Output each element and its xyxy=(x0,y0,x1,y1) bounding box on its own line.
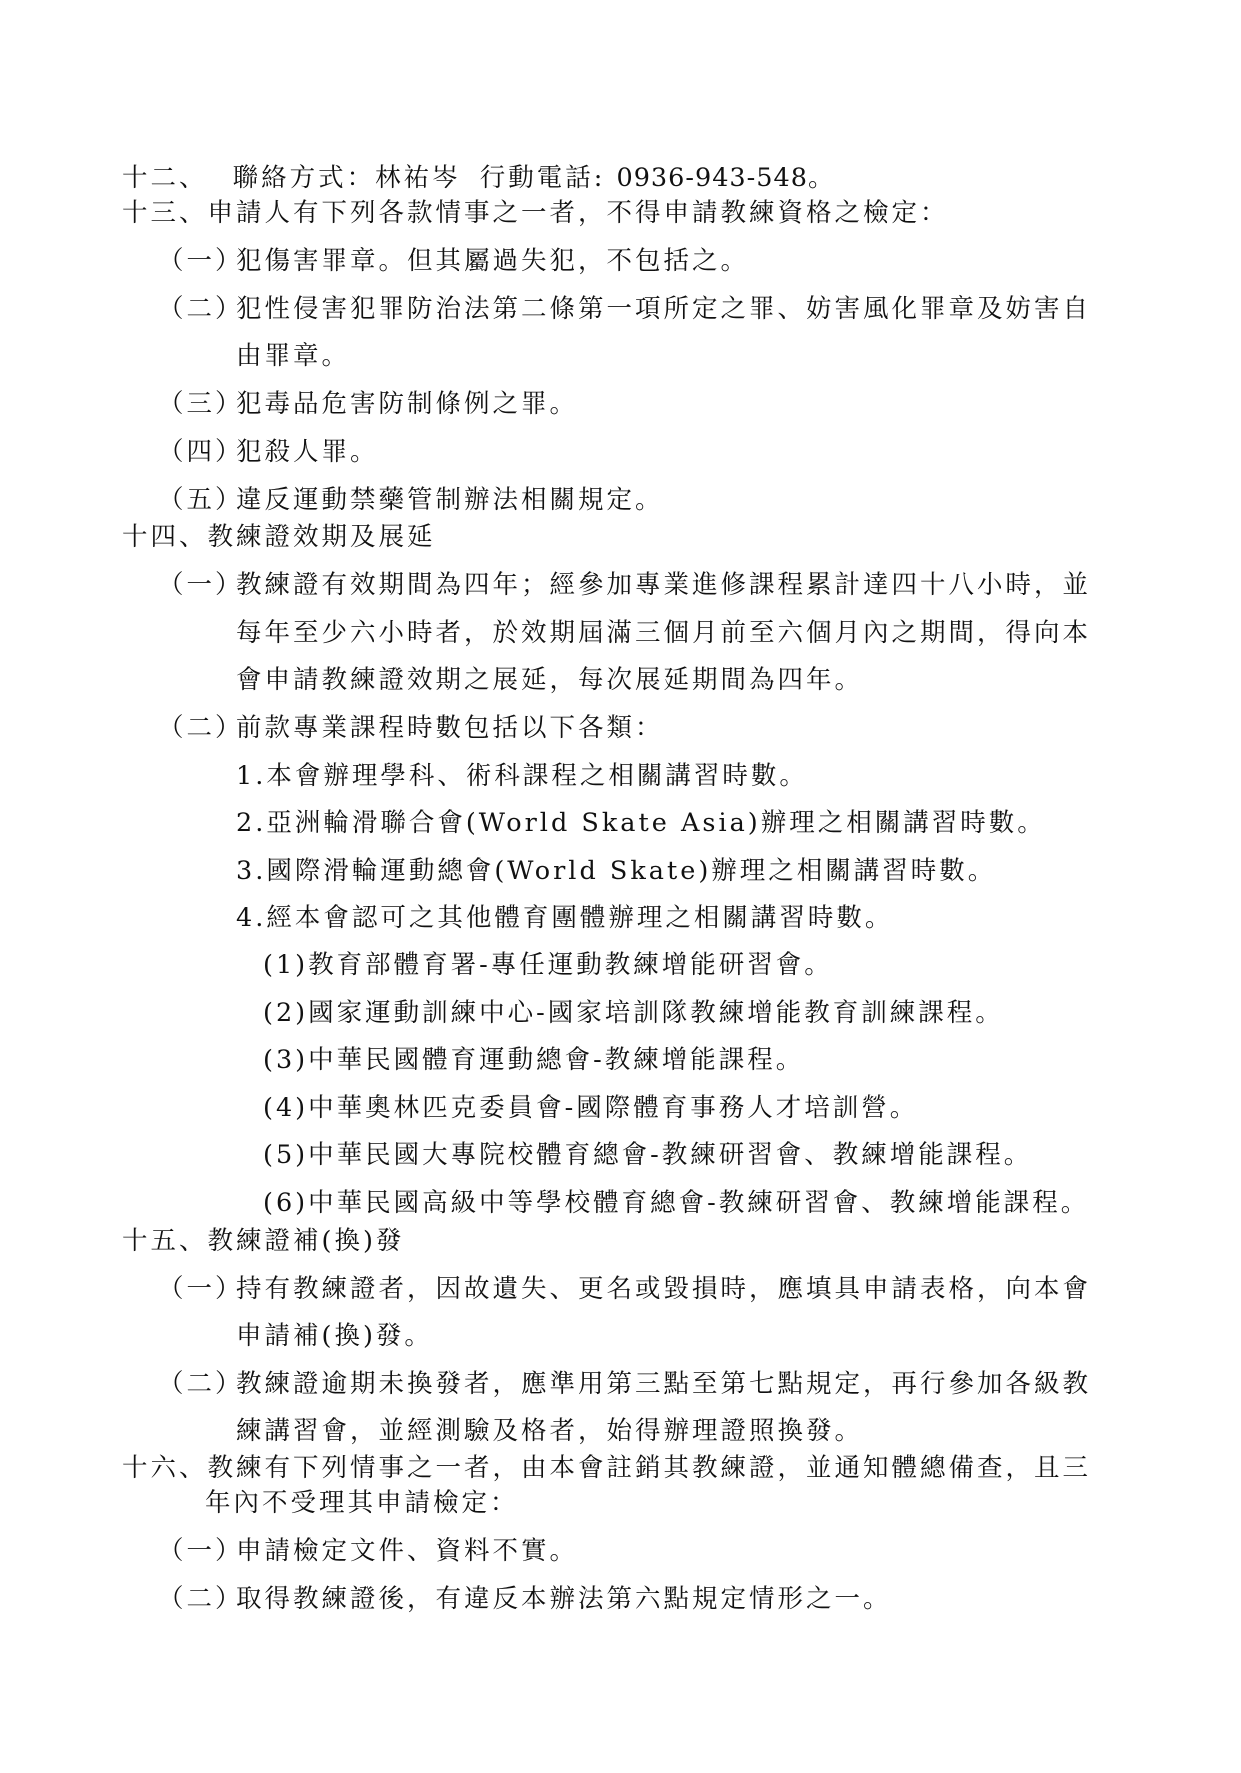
list-item-text: 犯性侵害犯罪防治法第二條第一項所定之罪、妨害風化罪章及妨害自 xyxy=(236,294,1092,324)
sub-sub-list-item: (2)國家運動訓練中心-國家培訓隊教練增能教育訓練課程。 xyxy=(263,998,1004,1028)
sub-sub-list-item: (3)中華民國體育運動總會-教練增能課程。 xyxy=(263,1045,805,1075)
list-marker: （二） xyxy=(158,1369,244,1399)
phone-value: 0936-943-548。 xyxy=(616,163,835,193)
list-item-text: 犯毒品危害防制條例之罪。 xyxy=(236,389,579,419)
list-marker: （一） xyxy=(158,246,244,276)
list-item-text: 申請補(換)發。 xyxy=(236,1321,433,1351)
sub-sub-list-item: (1)教育部體育署-專任運動教練增能研習會。 xyxy=(263,950,833,980)
list-item-text: 申請檢定文件、資料不實。 xyxy=(236,1536,579,1566)
list-marker: （二） xyxy=(158,713,244,743)
sub-list-item: 4.經本會認可之其他體育團體辦理之相關講習時數。 xyxy=(236,903,894,933)
section-16-heading-cont: 年內不受理其申請檢定： xyxy=(205,1488,519,1518)
section-14-heading: 十四、教練證效期及展延 xyxy=(122,522,436,552)
list-marker: （一） xyxy=(158,1536,244,1566)
list-item-text: 練講習會，並經測驗及格者，始得辦理證照換發。 xyxy=(236,1416,864,1446)
list-item-text: 犯傷害罪章。但其屬過失犯，不包括之。 xyxy=(236,246,750,276)
contact-name: 林祐岑 xyxy=(375,163,461,193)
list-item-text: 犯殺人罪。 xyxy=(236,437,379,467)
list-marker: （四） xyxy=(158,437,244,467)
list-item-text: 持有教練證者，因故遺失、更名或毀損時，應填具申請表格，向本會 xyxy=(236,1274,1092,1304)
list-marker: （二） xyxy=(158,294,244,324)
list-item-text: 前款專業課程時數包括以下各類： xyxy=(236,713,664,743)
list-item-text: 取得教練證後，有違反本辦法第六點規定情形之一。 xyxy=(236,1584,892,1614)
list-marker: （五） xyxy=(158,485,244,515)
list-item-text: 教練證有效期間為四年；經參加專業進修課程累計達四十八小時，並 xyxy=(236,570,1092,600)
list-marker: （一） xyxy=(158,1274,244,1304)
list-item-text: 會申請教練證效期之展延，每次展延期間為四年。 xyxy=(236,665,864,695)
list-item-text: 每年至少六小時者，於效期屆滿三個月前至六個月內之期間，得向本 xyxy=(236,618,1092,648)
list-item-text: 違反運動禁藥管制辦法相關規定。 xyxy=(236,485,664,515)
section-13-heading: 十三、申請人有下列各款情事之一者，不得申請教練資格之檢定： xyxy=(122,198,949,228)
phone-label: 行動電話: xyxy=(479,163,606,193)
section-12-contact xyxy=(122,162,834,194)
sub-sub-list-item: (6)中華民國高級中等學校體育總會-教練研習會、教練增能課程。 xyxy=(263,1188,1090,1218)
sub-list-item: 2.亞洲輪滑聯合會(World Skate Asia)辦理之相關講習時數。 xyxy=(236,808,1046,838)
list-marker: （一） xyxy=(158,570,244,600)
section-12-heading: 十二、 xyxy=(122,163,208,193)
sub-list-item: 1.本會辦理學科、術科課程之相關講習時數。 xyxy=(236,761,808,791)
sub-list-item: 3.國際滑輪運動總會(World Skate)辦理之相關講習時數。 xyxy=(236,856,997,886)
sub-sub-list-item: (4)中華奧林匹克委員會-國際體育事務人才培訓營。 xyxy=(263,1093,919,1123)
section-15-heading: 十五、教練證補(換)發 xyxy=(122,1226,405,1256)
list-marker: （二） xyxy=(158,1584,244,1614)
list-item-text: 由罪章。 xyxy=(236,341,351,371)
contact-label: 聯絡方式： xyxy=(232,163,376,193)
list-item-text: 教練證逾期未換發者，應準用第三點至第七點規定，再行參加各級教 xyxy=(236,1369,1092,1399)
list-marker: （三） xyxy=(158,389,244,419)
sub-sub-list-item: (5)中華民國大專院校體育總會-教練研習會、教練增能課程。 xyxy=(263,1140,1033,1170)
section-16-heading: 十六、教練有下列情事之一者，由本會註銷其教練證，並通知體總備查，且三 xyxy=(122,1453,1092,1483)
